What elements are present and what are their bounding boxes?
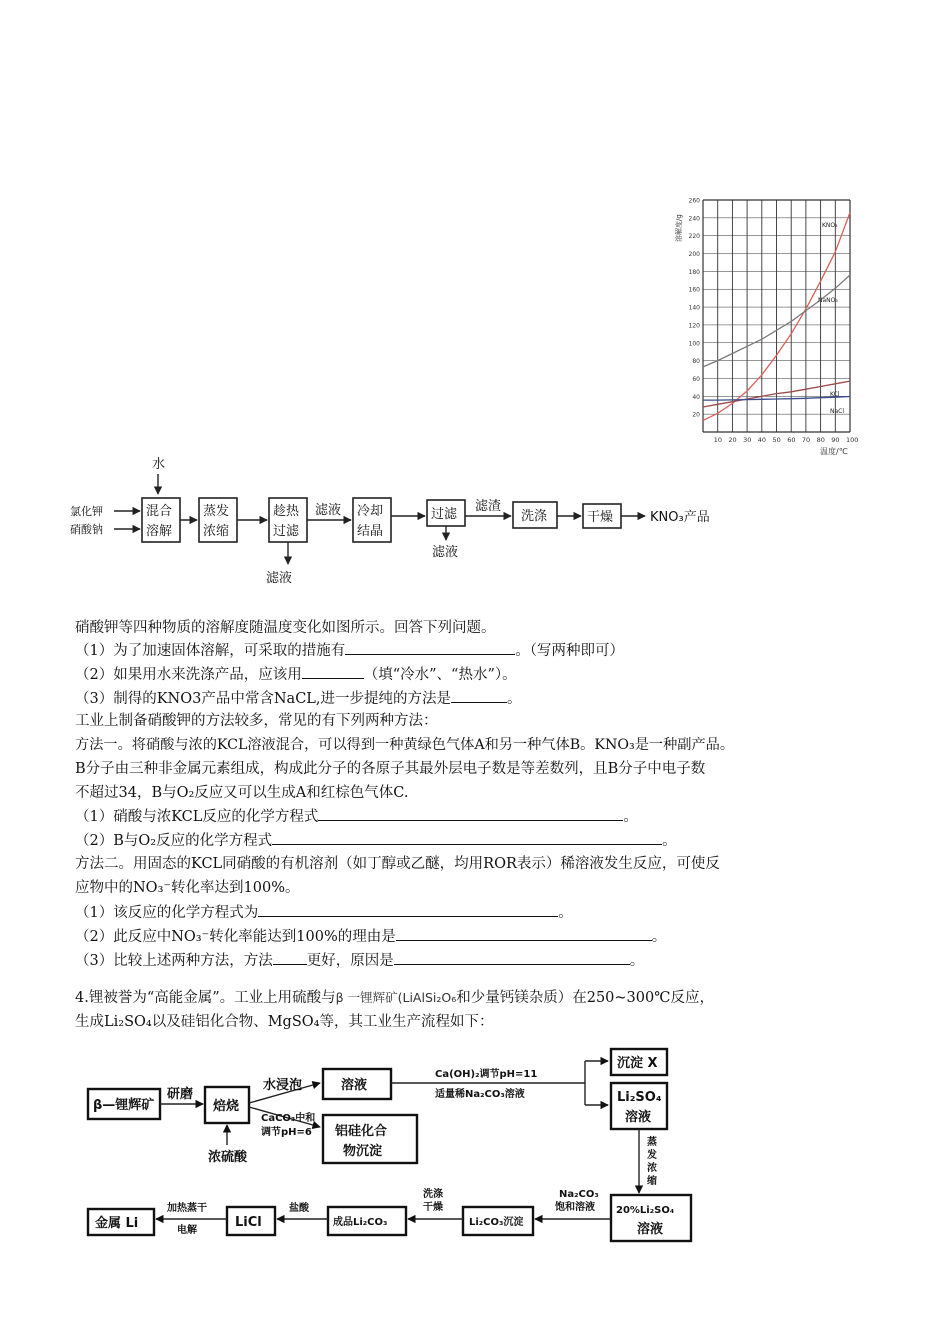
question-3-1: （1）该反应的化学方程式为 。	[75, 902, 573, 923]
answer-blank[interactable]	[272, 830, 662, 845]
kno3-process-flow	[70, 452, 750, 592]
answer-blank[interactable]	[273, 950, 307, 965]
hot-filter-label-1: 趁热	[273, 504, 300, 519]
text-line-11: 方法二。用固态的KCL同硝酸的有机溶剂（如丁醇或乙醚，均用ROR表示）稀溶液发生反应，可使反	[75, 856, 720, 872]
x-tick-label: 50	[772, 436, 781, 444]
dry-label: 干燥	[587, 510, 614, 525]
y-tick-label: 60	[692, 375, 700, 383]
filtrate-out-label-1: 滤液	[266, 571, 293, 586]
lithium-process-flow	[85, 1045, 715, 1250]
series-label: NaCl	[830, 408, 845, 415]
x-tick-label: 80	[816, 436, 825, 444]
na2co3-sat-label-2: 饱和溶液	[555, 1202, 595, 1213]
li-metal-label: 金属 Li	[95, 1216, 139, 1231]
answer-blank[interactable]	[345, 640, 515, 655]
y-tick-label: 20	[692, 411, 700, 419]
al-si-label-2: 物沉淀	[343, 1144, 383, 1159]
text-line-8: 不超过34，B与O₂反应又可以生成A和红棕色气体C.	[75, 785, 409, 801]
mix-dissolve-label-2: 溶解	[146, 524, 173, 539]
evap-label-2: 发	[647, 1150, 657, 1161]
licl-label: LiCl	[235, 1215, 262, 1230]
answer-blank[interactable]	[396, 926, 652, 941]
hot-filter-label-2: 过滤	[273, 524, 300, 539]
x-tick-label: 90	[831, 436, 840, 444]
text-line-1: 硝酸钾等四种物质的溶解度随温度变化如图所示。回答下列问题。	[75, 620, 496, 636]
y-tick-label: 80	[692, 358, 700, 366]
filtrate-out-label-2: 滤液	[432, 545, 459, 560]
y-tick-label: 200	[688, 251, 700, 259]
y-tick-label: 260	[688, 197, 700, 205]
answer-blank[interactable]	[394, 950, 630, 965]
conc-acid-label: 浓硫酸	[208, 1150, 248, 1165]
answer-blank[interactable]	[302, 664, 364, 679]
precip-x-label: 沉淀 X	[617, 1056, 658, 1071]
y-tick-label: 220	[688, 233, 700, 241]
x-tick-label: 40	[757, 436, 767, 444]
y-tick-label: 140	[688, 304, 700, 312]
caoh2-label: Ca(OH)₂调节pH=11	[435, 1069, 538, 1080]
x-tick-label: 70	[801, 436, 811, 444]
answer-blank[interactable]	[451, 688, 507, 703]
wash-dry-label-2: 干燥	[423, 1202, 443, 1213]
evaporate-label-2: 浓缩	[203, 524, 230, 539]
solubility-chart	[670, 192, 860, 462]
li2so4-label-2: 溶液	[625, 1110, 652, 1125]
y-tick-label: 120	[688, 322, 700, 330]
x-tick-label: 20	[728, 436, 737, 444]
nano3-input-label: 硝酸钠	[70, 523, 103, 536]
water-input-label: 水	[152, 457, 166, 472]
cool-crystallize-label-2: 结晶	[357, 524, 384, 539]
li2so4-label-1: Li₂SO₄	[617, 1090, 662, 1105]
heat-label-2: 电解	[177, 1225, 197, 1236]
question-1-1: （1）为了加速固体溶解，可采取的措施有 。（写两种即可）	[75, 640, 624, 661]
grind-label: 研磨	[167, 1087, 194, 1102]
kno3-product-label: KNO₃产品	[650, 510, 710, 525]
wash-label: 洗涤	[521, 509, 548, 524]
mix-dissolve-label-1: 混合	[146, 504, 173, 519]
li2co3-product-label: 成品Li₂CO₃	[333, 1217, 388, 1228]
wash-dry-label-1: 洗涤	[423, 1189, 443, 1200]
question-2-1: （1）硝酸与浓KCL反应的化学方程式 。	[75, 806, 638, 827]
question-1-3: （3）制得的KNO3产品中常含NaCL,进一步提纯的方法是 。	[75, 688, 522, 709]
hcl-label: 盐酸	[289, 1203, 309, 1214]
question-3-2: （2）此反应中NO₃⁻转化率能达到100%的理由是 。	[75, 926, 666, 947]
text-line-5: 工业上制备硝酸钾的方法较多，常见的有下列两种方法：	[75, 713, 438, 729]
series-label: KCl	[830, 391, 840, 398]
evap-label-3: 浓	[647, 1163, 657, 1174]
y-tick-label: 160	[688, 286, 700, 294]
y-tick-label: 240	[688, 215, 700, 223]
x-axis-label: 温度/℃	[820, 447, 848, 456]
mineral-formula-image: β 一锂辉矿(LiAlSi₂O₆	[335, 990, 457, 1005]
y-tick-label: 180	[688, 268, 700, 276]
x-tick-label: 10	[713, 436, 722, 444]
series-label: NaNO₃	[818, 297, 838, 304]
y-axis-label: 溶解度/g	[675, 214, 683, 242]
leach-label: 水浸泡	[263, 1078, 303, 1093]
li2so4-20-label-1: 20%Li₂SO₄	[616, 1205, 675, 1216]
ore-label: β—锂辉矿	[93, 1098, 155, 1113]
caco3-label-2: 调节pH=6	[261, 1127, 312, 1138]
li2so4-20-label-2: 溶液	[637, 1222, 664, 1237]
text-line-17: 生成Li₂SO₄以及硅铝化合物、MgSO₄等，其工业生产流程如下：	[75, 1014, 494, 1030]
x-tick-label: 60	[787, 436, 796, 444]
evaporate-label-1: 蒸发	[203, 504, 230, 519]
cool-crystallize-label-1: 冷却	[357, 504, 384, 519]
na2co3-sat-label-1: Na₂CO₃	[559, 1189, 599, 1200]
answer-blank[interactable]	[258, 902, 558, 917]
question-4-intro: 4.锂被誉为“高能金属”。工业上用硫酸与β 一锂辉矿(LiAlSi₂O₆和少量钙镁杂质）在250~300℃反应，	[75, 990, 714, 1006]
y-tick-label: 100	[688, 340, 700, 348]
evap-label-1: 蒸	[647, 1137, 657, 1148]
series-label: KNO₃	[822, 222, 838, 229]
text-line-12: 应物中的NO₃⁻转化率达到100%。	[75, 880, 300, 896]
kcl-input-label: 氯化钾	[70, 505, 103, 518]
x-tick-label: 100	[846, 436, 859, 444]
question-3-3: （3）比较上述两种方法，方法 更好，原因是 。	[75, 950, 644, 971]
filter-label: 过滤	[431, 507, 458, 522]
y-tick-label: 40	[692, 393, 700, 401]
evap-label-4: 缩	[647, 1176, 657, 1187]
caco3-label-1: CaCO₃中和	[261, 1113, 316, 1124]
text-line-6: 方法一。将硝酸与浓的KCL溶液混合，可以得到一种黄绿色气体A和另一种气体B。KNO₃是一种副产品。	[75, 737, 735, 753]
al-si-label-1: 铝硅化合	[335, 1124, 388, 1139]
na2co3-dilute-label: 适量稀Na₂CO₃溶液	[435, 1089, 525, 1100]
li2co3-precip-label: Li₂CO₃沉淀	[469, 1217, 524, 1228]
answer-blank[interactable]	[318, 806, 623, 821]
residue-edge-label: 滤渣	[475, 499, 502, 514]
solution-label: 溶液	[341, 1078, 368, 1093]
question-1-2: （2）如果用水来洗涤产品，应该用 （填“冷水”、“热水”）。	[75, 664, 517, 685]
filtrate-edge-label: 滤液	[315, 503, 342, 518]
x-tick-label: 30	[743, 436, 752, 444]
roast-label: 焙烧	[213, 1099, 240, 1114]
text-line-7: B分子由三种非金属元素组成，构成此分子的各原子其最外层电子数是等差数列，且B分子中电子数	[75, 761, 706, 777]
question-2-2: （2）B与O₂反应的化学方程式 。	[75, 830, 677, 851]
heat-label-1: 加热蒸干	[167, 1203, 207, 1214]
